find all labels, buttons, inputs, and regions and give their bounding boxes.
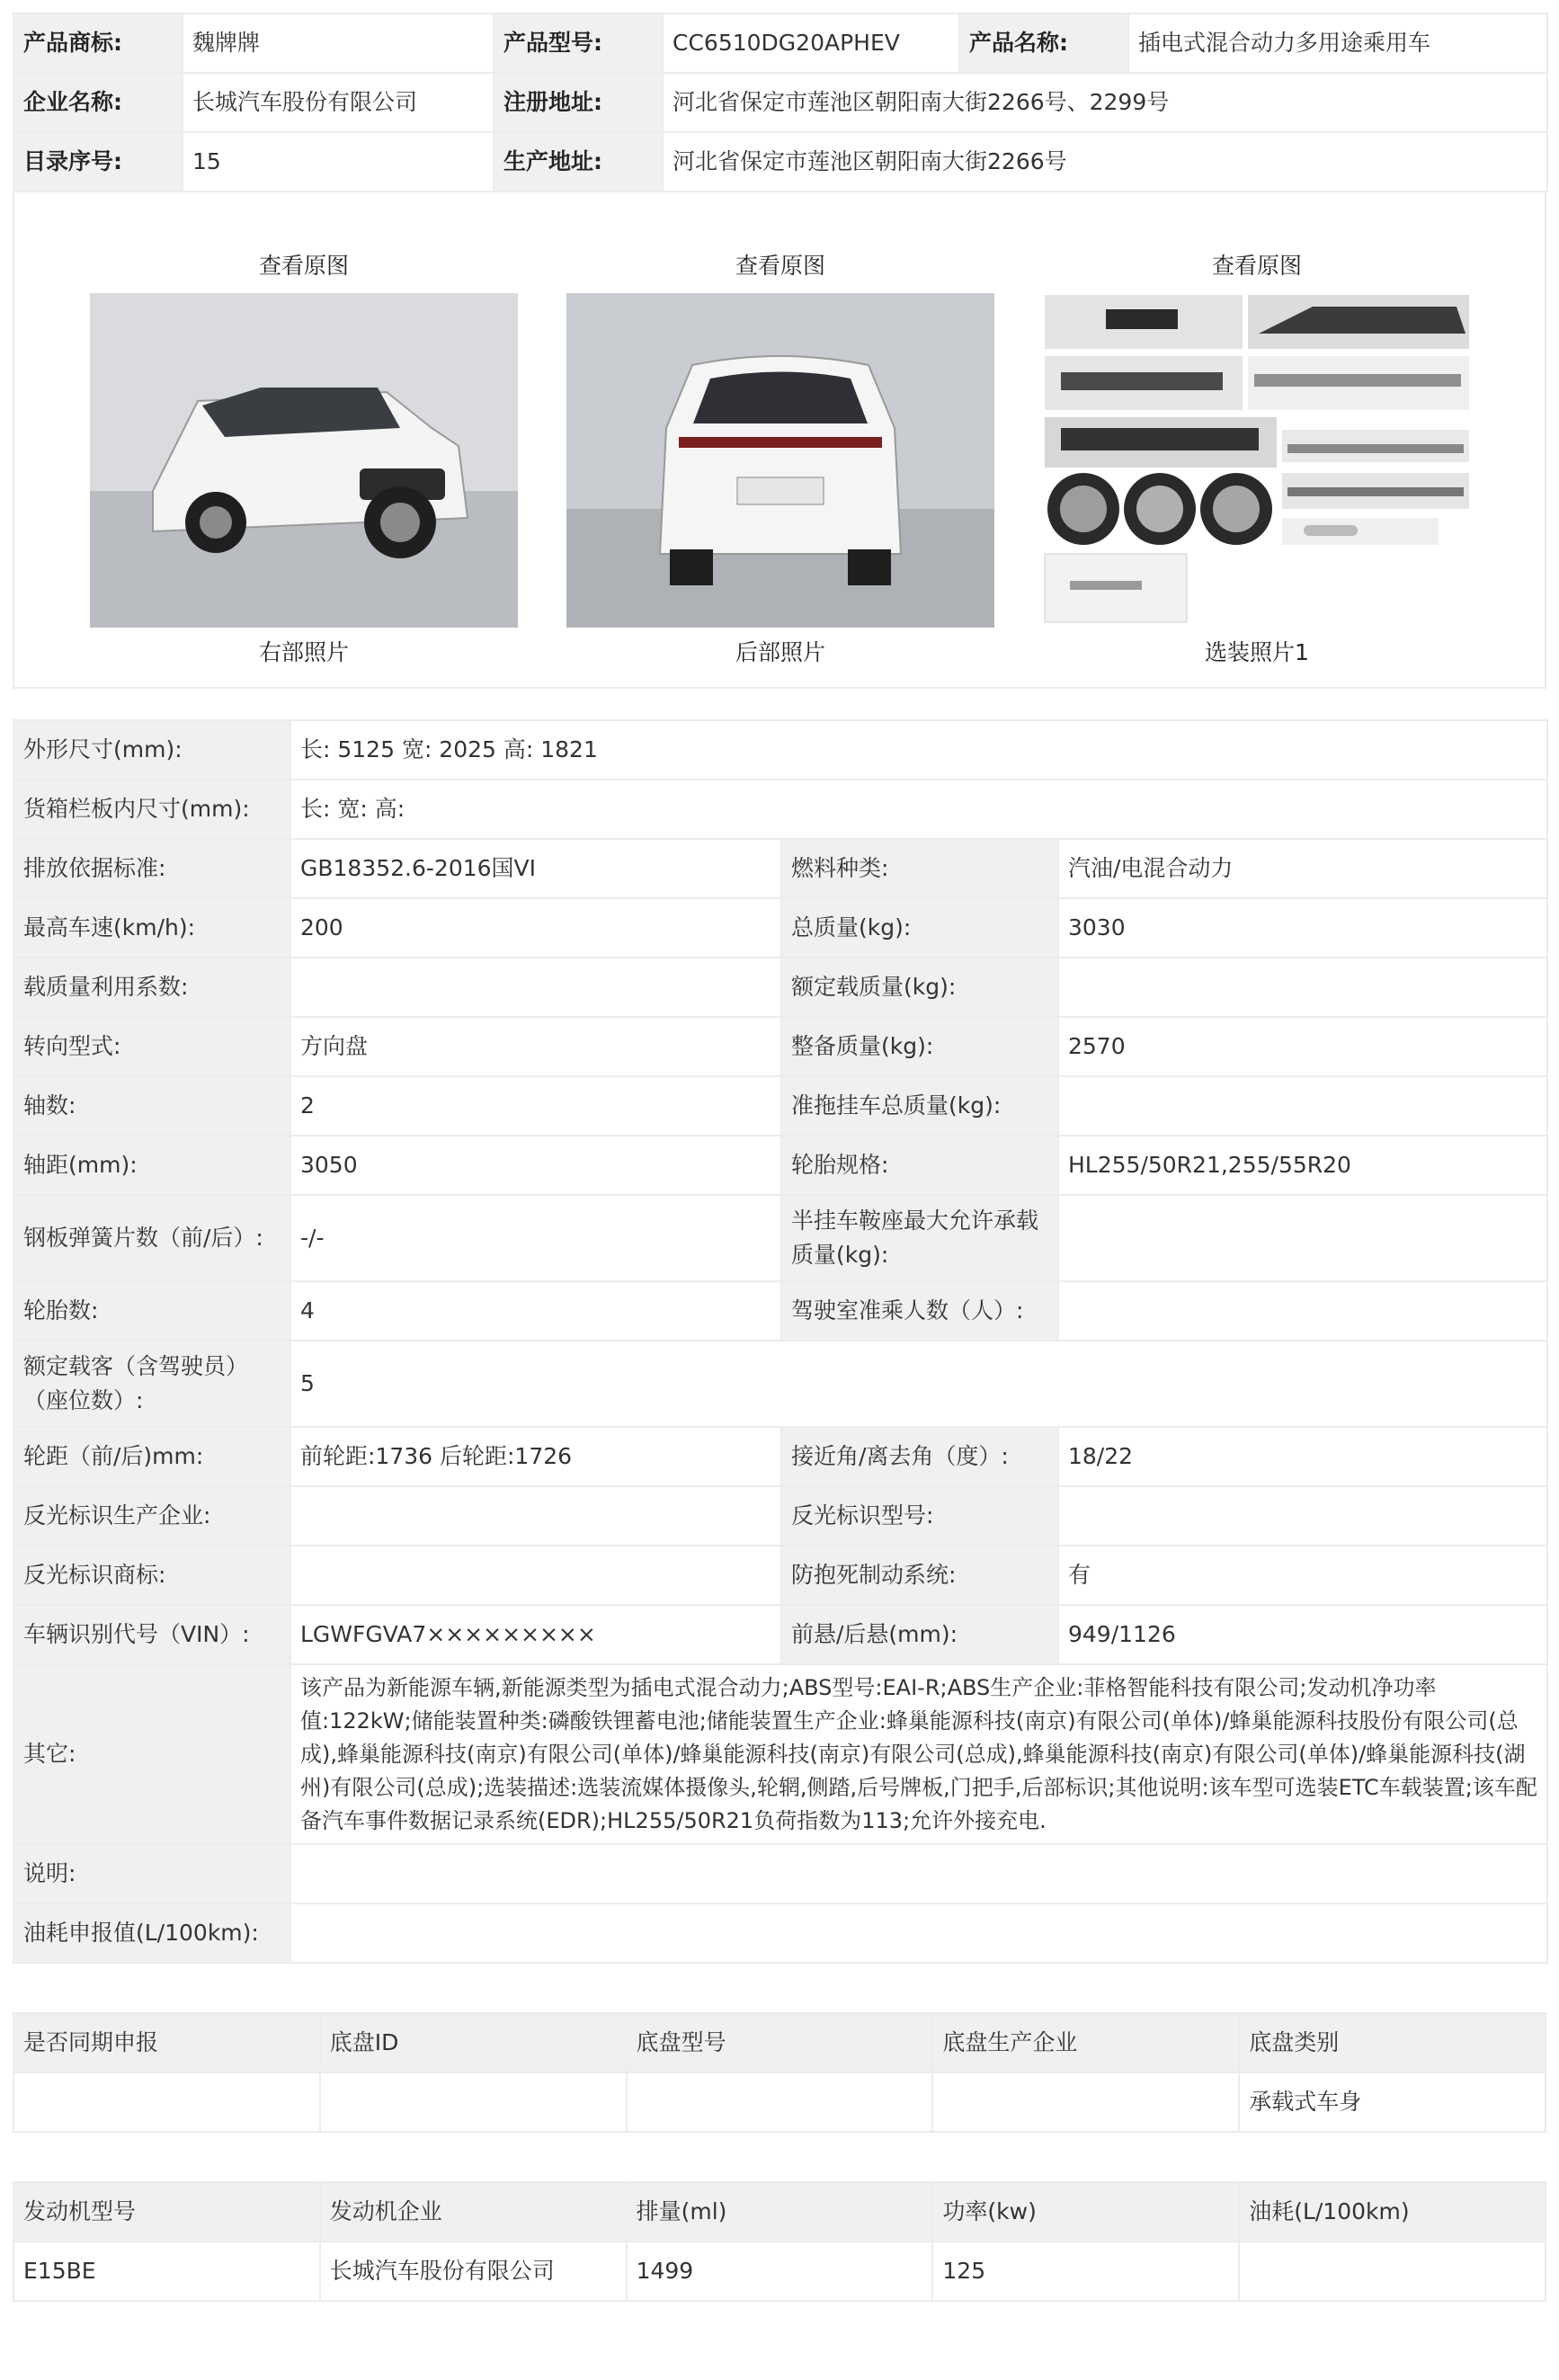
view-original-link[interactable]: 查看原图: [1211, 253, 1302, 279]
spec-label: 转向型式:: [13, 1017, 290, 1076]
spec-row: [13, 720, 1547, 780]
seats-value: 5: [290, 1341, 1547, 1427]
prod-address-value: 河北省保定市莲池区朝阳南大街2266号: [663, 132, 1547, 192]
spec-label: 整备质量(kg):: [781, 1017, 1058, 1076]
spec-label: 接近角/离去角（度）:: [781, 1427, 1058, 1486]
table-cell: 125: [932, 2242, 1239, 2301]
spec-table: [13, 719, 1548, 1964]
spec-label: 燃料种类:: [781, 839, 1058, 898]
spec-row: [13, 898, 1547, 958]
chassis-table: [13, 2012, 1546, 2133]
spec-value: [1058, 958, 1547, 1017]
spec-value: GB18352.6-2016国VI: [290, 839, 781, 898]
spec-label: 额定载质量(kg):: [781, 958, 1058, 1017]
table-cell: 承载式车身: [1239, 2072, 1546, 2132]
spec-value: 有: [1058, 1546, 1547, 1605]
spec-row: [13, 1844, 1547, 1903]
table-cell: [13, 2072, 320, 2132]
spec-value: 18/22: [1058, 1427, 1547, 1486]
engine-table: [13, 2181, 1546, 2302]
model-value: CC6510DG20APHEV: [663, 13, 959, 73]
spec-label: 轮距（前/后)mm:: [13, 1427, 290, 1486]
product-name-label: 产品名称:: [959, 13, 1128, 73]
other-label: 其它:: [13, 1664, 290, 1844]
spec-label: 车辆识别代号（VIN）:: [13, 1605, 290, 1664]
basic-info-table: [13, 13, 1548, 192]
spec-value: 949/1126: [1058, 1605, 1547, 1664]
reg-address-value: 河北省保定市莲池区朝阳南大街2266号、2299号: [663, 73, 1547, 132]
spec-value: [290, 1546, 781, 1605]
dims-label: 外形尺寸(mm):: [13, 720, 290, 780]
spec-label: 载质量利用系数:: [13, 958, 290, 1017]
spec-row: [13, 839, 1547, 898]
product-name-value: 插电式混合动力多用途乘用车: [1128, 13, 1547, 73]
other-value: 该产品为新能源车辆,新能源类型为插电式混合动力;ABS型号:EAI-R;ABS生产企业:菲格智能科技有限公司;发动机净功率值:122kW;储能装置种类:磷酸铁锂蓄电池;储能装置生产企业:蜂巢能源科技(南京)有限公司(单体)/蜂巢能源科技股份有限公司(总成),蜂巢能源科技(南京)有限公司(单体)/蜂巢能源科技(南京)有限公司(总成),蜂巢能源科技(南京)有限公司(单体)/蜂巢能源科技(湖州)有限公司(总成);选装描述:选装流媒体摄像头,轮辋,侧踏,后号牌板,门把手,后部标识;其他说明:该车型可选装ETC车载装置;该车配备汽车事件数据记录系统(EDR);HL255/50R21负荷指数为113;允许外接充电.: [290, 1664, 1547, 1844]
column-header: 排量(ml): [627, 2182, 933, 2242]
trademark-value: 魏牌牌: [183, 13, 494, 73]
spec-label: 轮胎数:: [13, 1281, 290, 1341]
spec-value: [1058, 1281, 1547, 1341]
photo-caption: 后部照片: [735, 639, 825, 665]
spec-row: [13, 1486, 1547, 1546]
model-label: 产品型号:: [494, 13, 663, 73]
spec-label: 防抱死制动系统:: [781, 1546, 1058, 1605]
spec-value: 3050: [290, 1136, 781, 1195]
spec-row: [13, 1076, 1547, 1136]
cargo-label: 货箱栏板内尺寸(mm):: [13, 780, 290, 839]
spacer: [13, 689, 1546, 719]
table-cell: [627, 2072, 933, 2132]
spec-row: [13, 1903, 1547, 1963]
table-header-row: [13, 2182, 1546, 2242]
spacer: [13, 2133, 1546, 2181]
spec-label: 反光标识商标:: [13, 1546, 290, 1605]
spec-row: [13, 1136, 1547, 1195]
fuel-value: [290, 1903, 1547, 1963]
column-header: 底盘ID: [320, 2013, 627, 2072]
spec-row: [13, 958, 1547, 1017]
column-header: 发动机型号: [13, 2182, 320, 2242]
spec-label: 驾驶室准乘人数（人）:: [781, 1281, 1058, 1341]
spec-value: 200: [290, 898, 781, 958]
table-cell: E15BE: [13, 2242, 320, 2301]
spec-value: 2570: [1058, 1017, 1547, 1076]
trademark-label: 产品商标:: [13, 13, 183, 73]
spec-label: 半挂车鞍座最大允许承载质量(kg):: [781, 1195, 1058, 1281]
spec-label: 轴距(mm):: [13, 1136, 290, 1195]
reg-address-label: 注册地址:: [494, 73, 663, 132]
spec-label: 反光标识型号:: [781, 1486, 1058, 1546]
spec-label: 准拖挂车总质量(kg):: [781, 1076, 1058, 1136]
spec-label: 轮胎规格:: [781, 1136, 1058, 1195]
spec-row: [13, 1546, 1547, 1605]
spec-value: [1058, 1076, 1547, 1136]
spec-value: 汽油/电混合动力: [1058, 839, 1547, 898]
note-label: 说明:: [13, 1844, 290, 1903]
suv-front-photo[interactable]: [90, 293, 518, 628]
spec-value: 2: [290, 1076, 781, 1136]
basic-row: [13, 132, 1547, 192]
spec-value: [290, 958, 781, 1017]
spec-row: [13, 1664, 1547, 1844]
catalog-no-value: 15: [183, 132, 494, 192]
column-header: 底盘类别: [1239, 2013, 1546, 2072]
spec-label: 反光标识生产企业:: [13, 1486, 290, 1546]
table-row: [13, 2072, 1546, 2132]
prod-address-label: 生产地址:: [494, 132, 663, 192]
spec-value: 3030: [1058, 898, 1547, 958]
basic-row: [13, 13, 1547, 73]
catalog-no-label: 目录序号:: [13, 132, 183, 192]
company-label: 企业名称:: [13, 73, 183, 132]
table-cell: [1239, 2242, 1546, 2301]
spec-row: [13, 1341, 1547, 1427]
spec-value: LGWFGVA7×××××××××: [290, 1605, 781, 1664]
spec-value: 4: [290, 1281, 781, 1341]
table-header-row: [13, 2013, 1546, 2072]
column-header: 功率(kw): [932, 2182, 1239, 2242]
column-header: 是否同期申报: [13, 2013, 320, 2072]
suv-rear-photo[interactable]: [566, 293, 994, 628]
spec-row: [13, 1017, 1547, 1076]
spec-row: [13, 1281, 1547, 1341]
view-original-link[interactable]: 查看原图: [258, 253, 349, 279]
view-original-link[interactable]: 查看原图: [735, 253, 825, 279]
options-collage-photo[interactable]: [1043, 293, 1471, 628]
photo-section: [13, 192, 1546, 689]
company-value: 长城汽车股份有限公司: [183, 73, 494, 132]
column-header: 底盘型号: [627, 2013, 933, 2072]
dims-value: 长: 5125 宽: 2025 高: 1821: [290, 720, 1547, 780]
seats-label: 额定载客（含驾驶员）（座位数）:: [13, 1341, 290, 1427]
column-header: 底盘生产企业: [932, 2013, 1239, 2072]
spec-label: 总质量(kg):: [781, 898, 1058, 958]
photo-caption: 选装照片1: [1205, 639, 1309, 665]
spec-value: HL255/50R21,255/55R20: [1058, 1136, 1547, 1195]
spec-row: [13, 780, 1547, 839]
spec-value: [1058, 1195, 1547, 1281]
spec-value: 前轮距:1736 后轮距:1726: [290, 1427, 781, 1486]
basic-row: [13, 73, 1547, 132]
column-header: 发动机企业: [320, 2182, 627, 2242]
spec-row: [13, 1427, 1547, 1486]
table-cell: [932, 2072, 1239, 2132]
spec-row: [13, 1195, 1547, 1281]
fuel-label: 油耗申报值(L/100km):: [13, 1903, 290, 1963]
spec-label: 钢板弹簧片数（前/后）:: [13, 1195, 290, 1281]
note-value: [290, 1844, 1547, 1903]
spacer: [13, 1964, 1546, 2012]
table-cell: 1499: [627, 2242, 933, 2301]
spec-value: [290, 1486, 781, 1546]
photo-caption: 右部照片: [258, 639, 349, 665]
spec-label: 最高车速(km/h):: [13, 898, 290, 958]
table-cell: [320, 2072, 627, 2132]
spec-label: 前悬/后悬(mm):: [781, 1605, 1058, 1664]
spec-value: [1058, 1486, 1547, 1546]
spec-label: 排放依据标准:: [13, 839, 290, 898]
spec-label: 轴数:: [13, 1076, 290, 1136]
table-cell: 长城汽车股份有限公司: [320, 2242, 627, 2301]
table-row: [13, 2242, 1546, 2301]
column-header: 油耗(L/100km): [1239, 2182, 1546, 2242]
page: [13, 13, 1546, 2302]
spec-row: [13, 1605, 1547, 1664]
spec-value: 方向盘: [290, 1017, 781, 1076]
cargo-value: 长: 宽: 高:: [290, 780, 1547, 839]
spec-value: -/-: [290, 1195, 781, 1281]
